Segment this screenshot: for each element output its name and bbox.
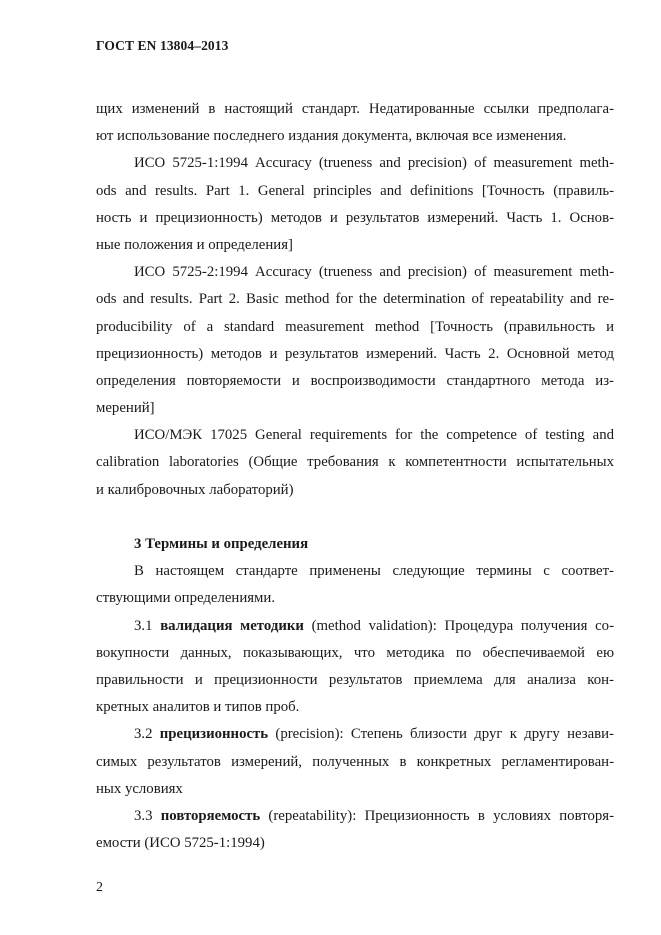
text-line: ность и прецизионность) методов и результатов измерений. Часть 1. Основ- xyxy=(96,209,614,226)
reference-iso-5725-2: ИСО 5725-2:1994 Accuracy (trueness and precision) of measurement meth- xyxy=(134,264,614,281)
reference-iso-5725-1: ИСО 5725-1:1994 Accuracy (trueness and precision) of measurement meth- xyxy=(134,155,614,172)
text-line: ных условиях xyxy=(96,780,183,797)
text-line: мерений] xyxy=(96,400,155,417)
term-3-1 xyxy=(96,613,614,640)
reference-iso-iec-17025: ИСО/МЭК 17025 General requirements for the competence of testing and xyxy=(134,427,614,444)
text-line: щих изменений в настоящий стандарт. Недатированные ссылки предполага- xyxy=(96,101,614,117)
term-number: 3.3 xyxy=(134,807,161,824)
text-line: кретных аналитов и типов проб. xyxy=(96,699,300,716)
text-line: и калибровочных лабораторий) xyxy=(96,481,294,498)
document-header: ГОСТ EN 13804–2013 xyxy=(96,38,229,53)
text-line: ods and results. Part 1. General principles and definitions [Точность (правиль- xyxy=(96,182,614,199)
section-intro: В настоящем стандарте применены следующие термины с соответ- xyxy=(134,563,614,580)
term-number: 3.1 xyxy=(134,617,161,634)
term-name: валидация методики xyxy=(160,617,304,634)
text-line: определения повторяемости и воспроизводимости стандартного метода из- xyxy=(96,372,614,389)
text-line: прецизионность) методов и результатов измерений. Часть 2. Основной метод xyxy=(96,345,614,362)
text-line: симых результатов измерений, полученных в конкретных регламентирован- xyxy=(96,753,614,770)
document-body xyxy=(96,96,614,857)
section-title: 3 Термины и определения xyxy=(134,536,309,552)
term-number: 3.2 xyxy=(134,726,160,743)
term-3-2 xyxy=(96,721,614,748)
text-line: емости (ИСО 5725-1:1994) xyxy=(96,835,265,852)
text-line: calibration laboratories (Общие требования к компетентности испытательных xyxy=(96,454,614,471)
text-line: ют использование последнего издания документа, включая все изменения. xyxy=(96,128,567,145)
term-name: повторяемость xyxy=(160,807,261,824)
text-line: producibility of a standard measurement method [Точность (правильность и xyxy=(96,318,614,335)
text-line: вокупности данных, показывающих, что методика по обеспечиваемой ею xyxy=(96,644,614,661)
paragraph-gap xyxy=(96,504,614,531)
term-definition: (method validation): Процедура получения со- xyxy=(303,617,614,634)
text-line: ods and results. Part 2. Basic method for the determination of repeatability and re- xyxy=(96,291,614,308)
text-line: ные положения и определения] xyxy=(96,236,293,253)
page-number: 2 xyxy=(96,880,103,895)
term-3-3 xyxy=(96,803,614,830)
text-line: правильности и прецизионности результатов приемлема для анализа кон- xyxy=(96,671,614,688)
term-name: прецизионность xyxy=(159,726,269,743)
term-definition: (precision): Степень близости друг к другу незави- xyxy=(268,726,614,743)
text-line: ствующими определениями. xyxy=(96,590,276,607)
term-definition: (repeatability): Прецизионность в условиях повторя- xyxy=(260,807,614,824)
